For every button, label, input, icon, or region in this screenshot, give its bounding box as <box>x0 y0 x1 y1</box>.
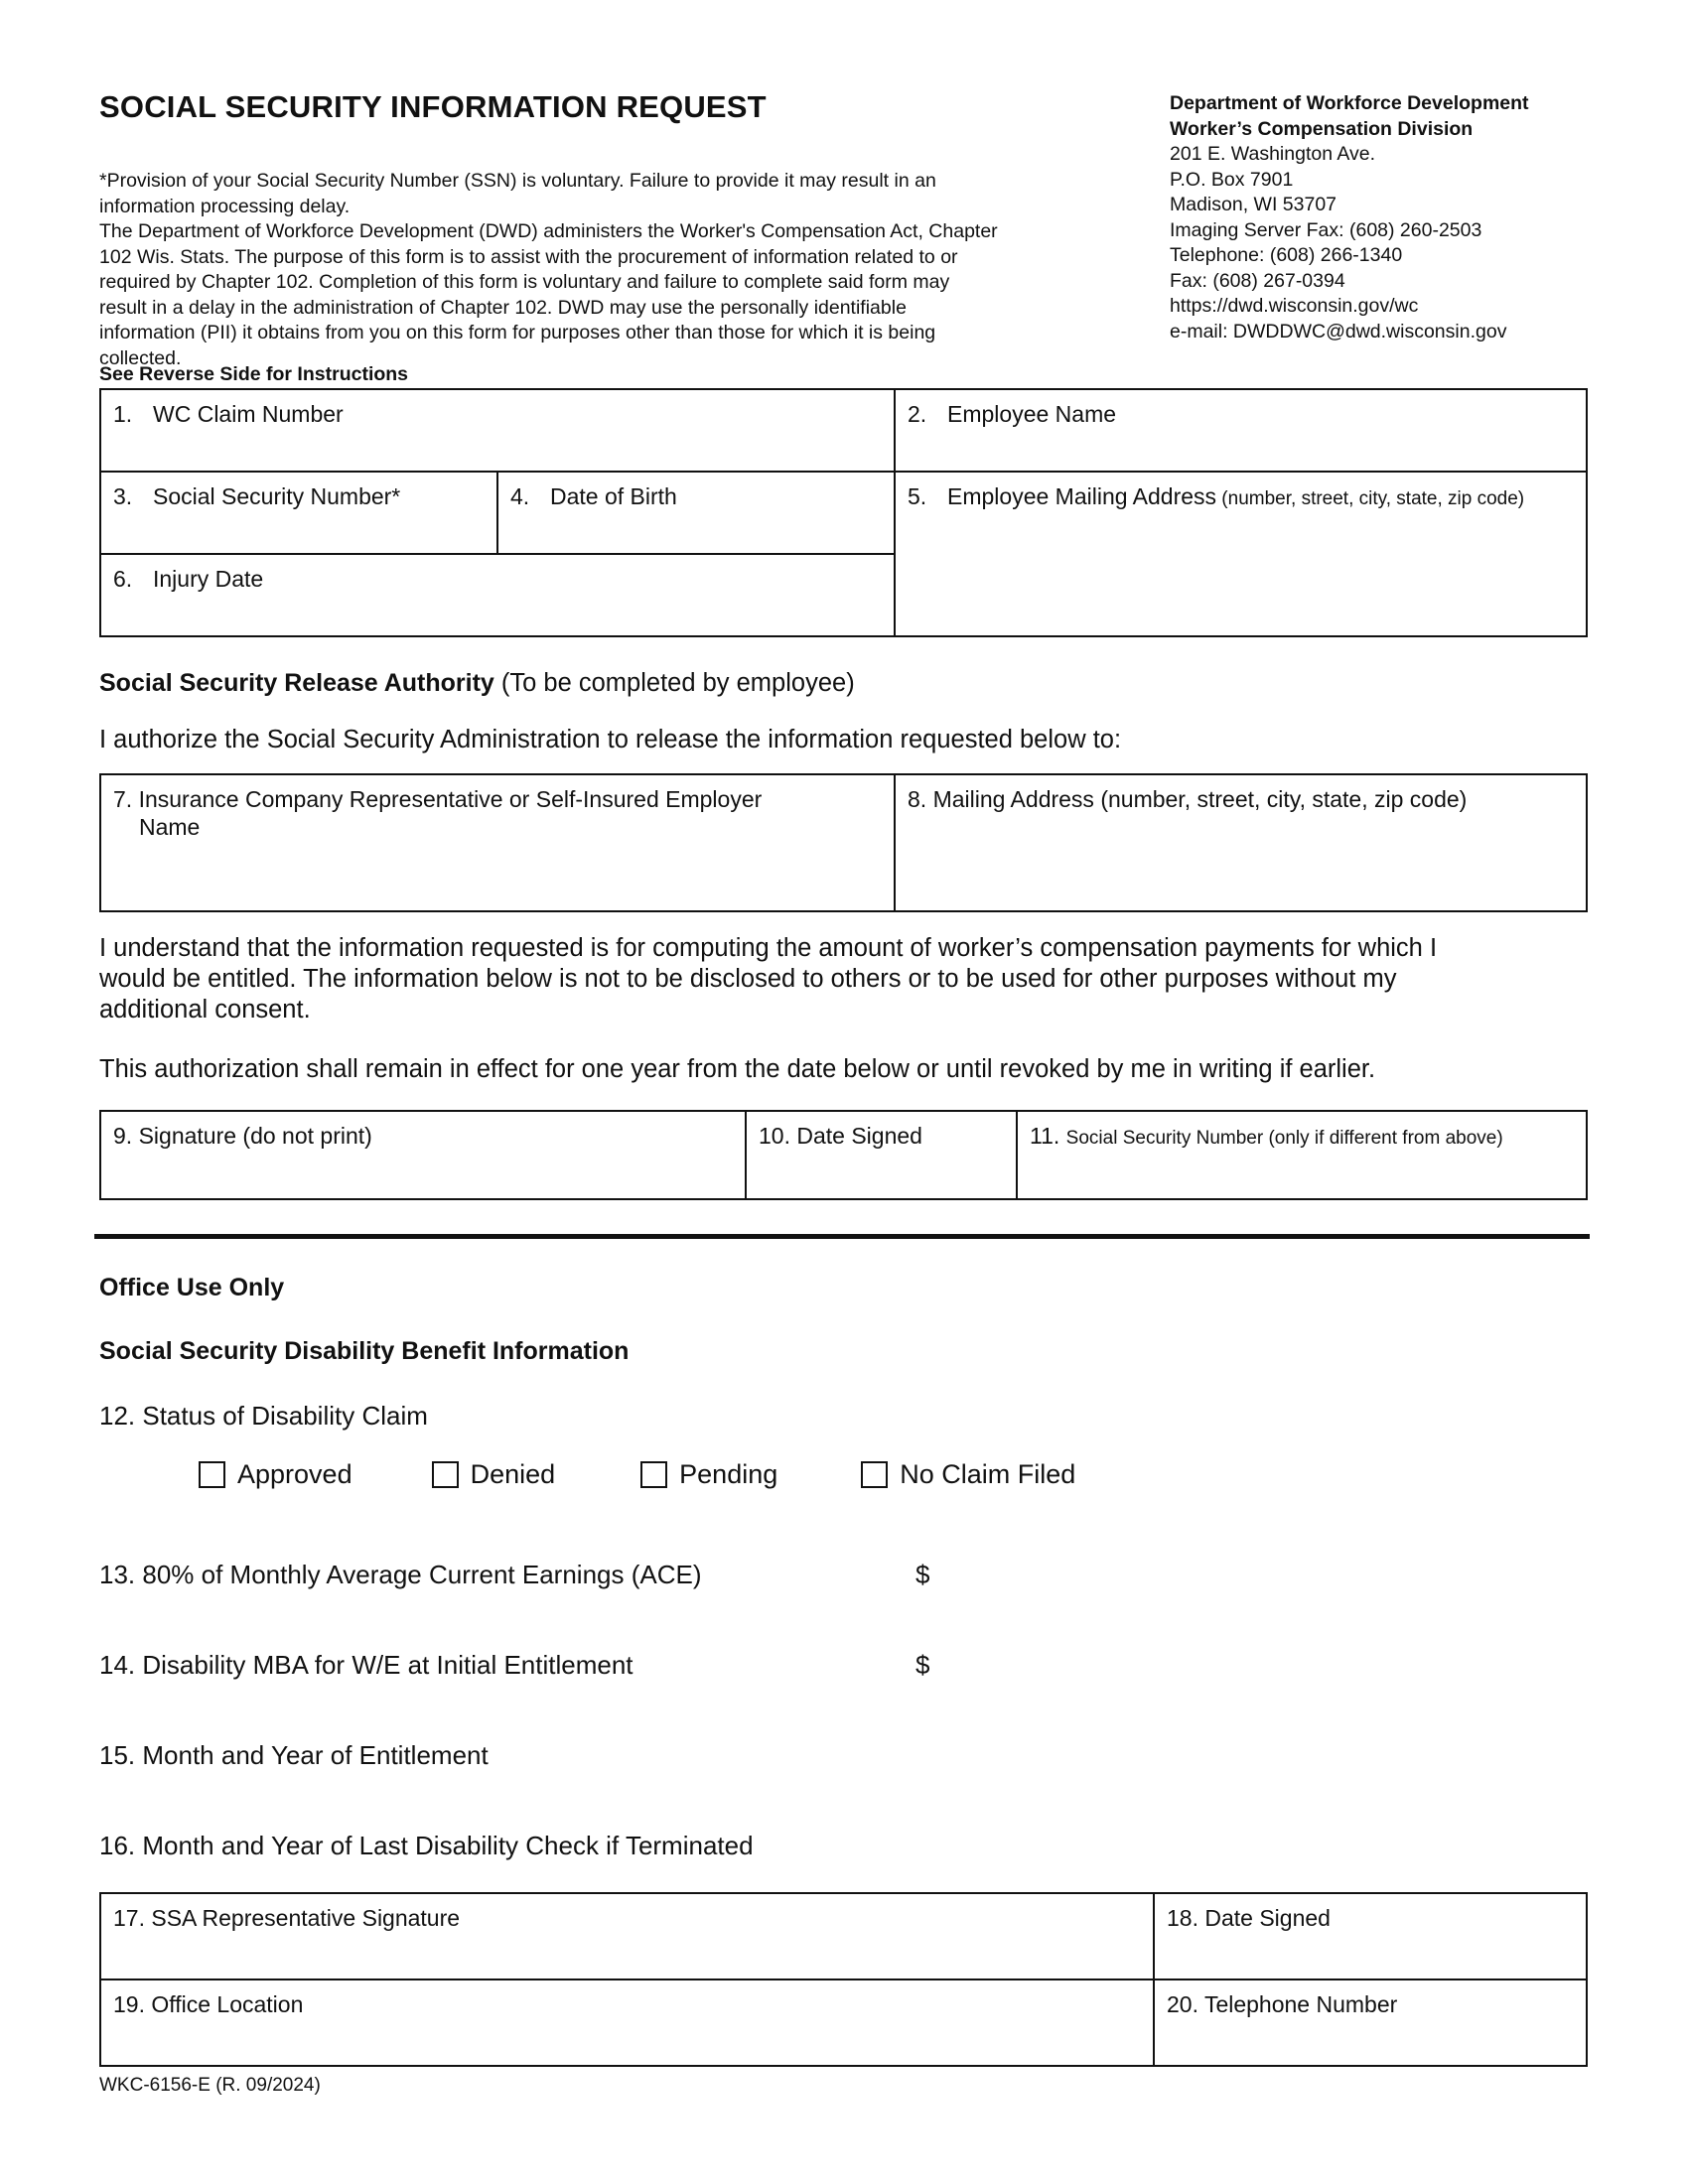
release-heading-title: Social Security Release Authority <box>99 669 494 697</box>
imaging-fax: Imaging Server Fax: (608) 260-2503 <box>1170 218 1482 241</box>
statement-line: would be entitled. The information below is not to be disclosed to others or to be used for other purposes without my <box>99 965 1397 993</box>
authorization-duration: This authorization shall remain in effect for one year from the date below or until revoked by me in writing if earlier. <box>99 1055 1376 1083</box>
field-number: 4. <box>510 483 530 509</box>
option-no-claim-filed[interactable] <box>861 1459 1075 1490</box>
po-box: P.O. Box 7901 <box>1170 168 1294 191</box>
division-name: Worker’s Compensation Division <box>1170 117 1474 140</box>
checkbox-denied[interactable] <box>432 1461 459 1488</box>
option-label: Denied <box>470 1459 556 1489</box>
email-link[interactable]: e-mail: DWDDWC@dwd.wisconsin.gov <box>1170 320 1507 342</box>
date-of-birth-field[interactable] <box>497 472 895 554</box>
office-use-heading: Office Use Only <box>99 1274 285 1301</box>
ssn-field[interactable] <box>100 472 497 554</box>
field-label: Name <box>139 814 201 840</box>
checkbox-approved[interactable] <box>199 1461 225 1488</box>
notice-line: result in a delay in the administration of Chapter 102. DWD may use the personally identifiable <box>99 296 907 319</box>
field-label: 7. Insurance Company Representative or Self-Insured Employer <box>113 786 763 812</box>
form-title: SOCIAL SECURITY INFORMATION REQUEST <box>99 89 767 124</box>
mba-currency-symbol: $ <box>915 1650 930 1680</box>
notice-line: 102 Wis. Stats. The purpose of this form is to assist with the procurement of information related to or <box>99 245 958 268</box>
reverse-side-note: See Reverse Side for Instructions <box>99 363 409 385</box>
authorize-statement: I authorize the Social Security Administration to release the information requested below to: <box>99 726 1122 753</box>
telephone-number-field[interactable] <box>1154 1979 1587 2066</box>
field-label: Social Security Number (only if different from above) <box>1065 1128 1503 1149</box>
injury-date-field[interactable] <box>100 554 895 636</box>
release-heading <box>99 668 855 699</box>
field-label: 10. Date Signed <box>759 1123 922 1149</box>
notice-line: The Department of Workforce Development (DWD) administers the Worker's Compensation Act, Chapter <box>99 220 998 242</box>
field-number: 6. <box>113 566 133 592</box>
privacy-notice <box>99 169 1132 371</box>
notice-line: information processing delay. <box>99 195 351 217</box>
field-number: 5. <box>908 483 927 509</box>
ssa-date-signed-field[interactable] <box>1154 1893 1587 1979</box>
statement-line: I understand that the information requested is for computing the amount of worker’s compensation payments for which I <box>99 934 1438 962</box>
recipient-mailing-address-field[interactable] <box>895 774 1587 911</box>
department-name: Department of Workforce Development <box>1170 92 1529 114</box>
city-state-zip: Madison, WI 53707 <box>1170 194 1337 215</box>
ace-currency-symbol: $ <box>915 1560 930 1589</box>
ssa-representative-table <box>99 1892 1588 2067</box>
section-divider <box>94 1234 1590 1239</box>
field-label: 17. SSA Representative Signature <box>113 1905 461 1931</box>
understand-statement <box>99 933 1589 1025</box>
signature-table <box>99 1110 1588 1200</box>
employee-mailing-address-field[interactable] <box>895 472 1587 636</box>
fax: Fax: (608) 267-0394 <box>1170 269 1345 292</box>
notice-line: information (PII) it obtains from you on this form for purposes other than those for which it is being <box>99 322 936 343</box>
option-pending[interactable] <box>640 1459 777 1490</box>
office-location-field[interactable] <box>100 1979 1154 2066</box>
field-number: 3. <box>113 483 133 509</box>
ssa-signature-field[interactable] <box>100 1893 1154 1979</box>
field-label: Employee Mailing Address <box>947 483 1217 509</box>
field-label: Date of Birth <box>550 483 677 509</box>
field-number: 11. <box>1030 1123 1060 1149</box>
field-hint: (number, street, city, state, zip code) <box>1216 488 1525 509</box>
field-label: 19. Office Location <box>113 1991 304 2017</box>
street-address: 201 E. Washington Ave. <box>1170 143 1376 165</box>
disability-info-heading: Social Security Disability Benefit Information <box>99 1337 630 1365</box>
notice-line: required by Chapter 102. Completion of this form is voluntary and failure to complete said form may <box>99 271 950 293</box>
ace-earnings-label: 13. 80% of Monthly Average Current Earnings (ACE) <box>99 1560 702 1589</box>
field-label: Injury Date <box>153 566 264 592</box>
entitlement-date-label: 15. Month and Year of Entitlement <box>99 1740 489 1770</box>
department-block <box>1170 91 1529 344</box>
option-label: Pending <box>679 1459 778 1489</box>
field-label: WC Claim Number <box>153 401 344 427</box>
option-label: Approved <box>237 1459 352 1489</box>
notice-line: *Provision of your Social Security Number (SSN) is voluntary. Failure to provide it may result in an <box>99 170 936 192</box>
insurance-representative-field[interactable] <box>100 774 895 911</box>
option-label: No Claim Filed <box>900 1459 1076 1489</box>
disability-mba-label: 14. Disability MBA for W/E at Initial Entitlement <box>99 1650 633 1680</box>
date-signed-field[interactable] <box>746 1111 1017 1199</box>
field-label: Social Security Number* <box>153 483 401 509</box>
claim-status-options <box>199 1459 1075 1490</box>
release-heading-note: (To be completed by employee) <box>493 669 855 697</box>
field-label: Employee Name <box>947 401 1117 427</box>
employee-name-field[interactable] <box>895 389 1587 472</box>
checkbox-pending[interactable] <box>640 1461 667 1488</box>
alternate-ssn-field[interactable] <box>1017 1111 1587 1199</box>
wc-claim-number-field[interactable] <box>100 389 895 472</box>
last-check-date-label: 16. Month and Year of Last Disability Check if Terminated <box>99 1831 754 1860</box>
checkbox-no-claim-filed[interactable] <box>861 1461 888 1488</box>
field-label: 8. Mailing Address (number, street, city, state, zip code) <box>908 786 1468 812</box>
field-label: 9. Signature (do not print) <box>113 1123 372 1149</box>
telephone: Telephone: (608) 266-1340 <box>1170 244 1403 266</box>
option-approved[interactable] <box>199 1459 352 1490</box>
website-link[interactable]: https://dwd.wisconsin.gov/wc <box>1170 295 1419 317</box>
field-number: 2. <box>908 401 927 427</box>
field-number: 1. <box>113 401 133 427</box>
field-label: 20. Telephone Number <box>1167 1991 1398 2017</box>
employee-signature-field[interactable] <box>100 1111 746 1199</box>
statement-line: additional consent. <box>99 996 311 1024</box>
disability-claim-status-label: 12. Status of Disability Claim <box>99 1401 428 1431</box>
field-label: 18. Date Signed <box>1167 1905 1331 1931</box>
release-recipient-table <box>99 773 1588 912</box>
notice-line: collected. <box>99 346 182 369</box>
option-denied[interactable] <box>432 1459 556 1490</box>
form-id: WKC-6156-E (R. 09/2024) <box>99 2075 321 2096</box>
employee-info-table <box>99 388 1588 637</box>
